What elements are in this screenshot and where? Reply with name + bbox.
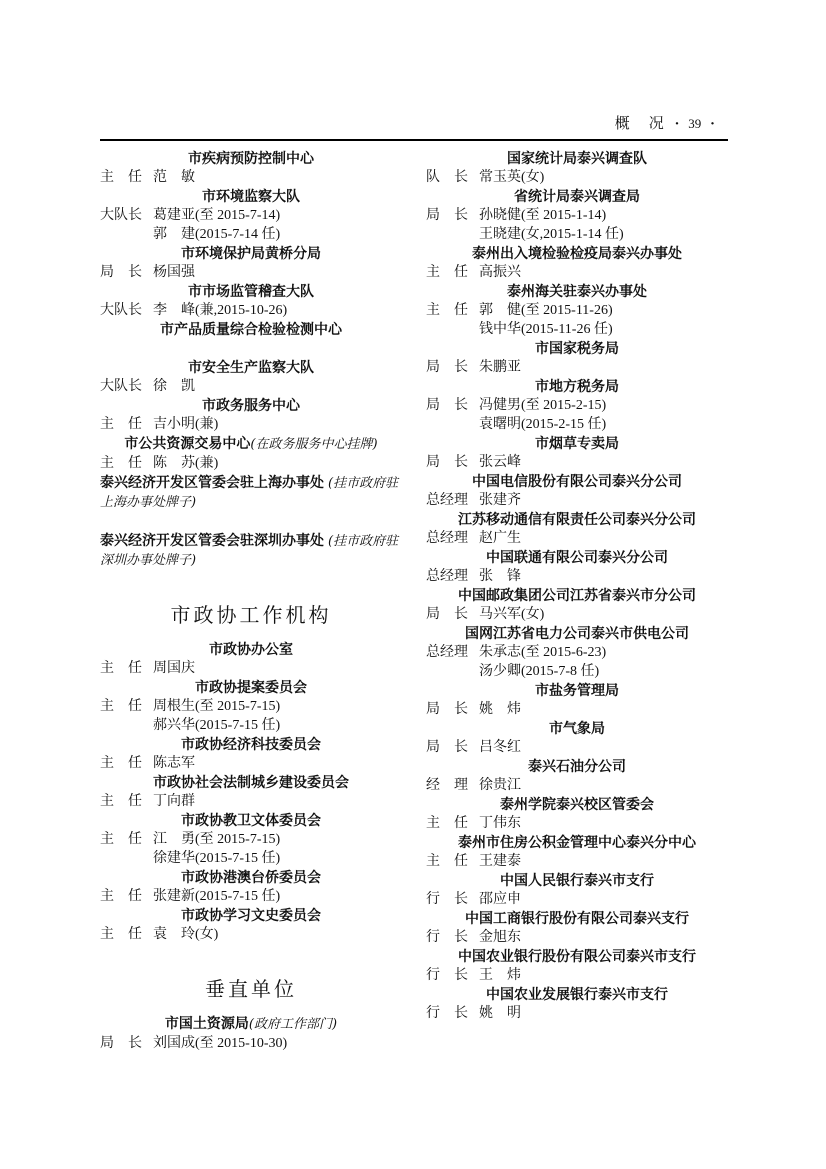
officer-name: 冯健男(至 2015-2-15) bbox=[479, 398, 607, 414]
org-title bbox=[426, 282, 728, 301]
org-title-text: 市政协港澳台侨委员会 bbox=[181, 869, 321, 886]
org-title-text: 市地方税务局 bbox=[535, 378, 619, 395]
officer-row bbox=[426, 928, 728, 947]
officer-row bbox=[100, 925, 402, 944]
officer-row bbox=[426, 605, 728, 624]
position-label: 总经理 bbox=[426, 493, 468, 509]
blank-line bbox=[100, 339, 402, 358]
page-header bbox=[100, 112, 728, 132]
org-title bbox=[100, 735, 402, 754]
org-title-text: 市烟草专卖局 bbox=[535, 435, 619, 452]
position-label: 主 任 bbox=[426, 816, 468, 832]
position-label: 局 长 bbox=[100, 265, 142, 281]
position-label: 主 任 bbox=[426, 854, 468, 870]
officer-name: 钱中华(2015-11-26 任) bbox=[479, 322, 613, 338]
org-title-text: 市国土资源局 bbox=[164, 1015, 249, 1032]
position-label: 主 任 bbox=[100, 832, 142, 848]
org-note: (挂市政府驻上海办事处牌子) bbox=[100, 476, 399, 511]
officer-row bbox=[426, 529, 728, 548]
org-title bbox=[426, 548, 728, 567]
org-title-text: 中国工商银行股份有限公司泰兴支行 bbox=[465, 910, 689, 927]
officer-name: 张 锋 bbox=[479, 569, 521, 585]
header-rule bbox=[100, 139, 728, 141]
officer-row bbox=[100, 830, 402, 849]
officer-name: 郭 健(至 2015-11-26) bbox=[479, 303, 613, 319]
columns-wrap bbox=[100, 149, 728, 1053]
officer-name: 王晓建(女,2015-1-14 任) bbox=[479, 227, 624, 243]
officer-name: 徐 凯 bbox=[153, 379, 195, 395]
page-number: 39 bbox=[688, 116, 702, 131]
officer-name: 赵广生 bbox=[479, 531, 521, 547]
officer-row bbox=[426, 263, 728, 282]
position-label: 主 任 bbox=[100, 794, 142, 810]
org-title bbox=[426, 472, 728, 491]
org-title-text: 市公共资源交易中心 bbox=[124, 435, 251, 452]
officer-row bbox=[100, 301, 402, 320]
org-title-wide bbox=[100, 473, 402, 512]
officer-name: 高振兴 bbox=[479, 265, 521, 281]
officer-name: 丁向群 bbox=[153, 794, 195, 810]
position-label: 主 任 bbox=[100, 927, 142, 943]
officer-row bbox=[426, 453, 728, 472]
officer-row bbox=[426, 738, 728, 757]
position-label: 局 长 bbox=[426, 455, 468, 471]
officer-name: 江 勇(至 2015-7-15) bbox=[153, 832, 281, 848]
org-note: (挂市政府驻深圳办事处牌子) bbox=[100, 534, 399, 569]
org-title-text: 江苏移动通信有限责任公司泰兴分公司 bbox=[458, 511, 696, 528]
officer-name: 朱鹏亚 bbox=[479, 360, 521, 376]
officer-name: 刘国成(至 2015-10-30) bbox=[153, 1036, 288, 1052]
officer-name: 朱承志(至 2015-6-23) bbox=[479, 645, 607, 661]
officer-name: 张建新(2015-7-15 任) bbox=[153, 889, 281, 905]
position-label: 局 长 bbox=[426, 398, 468, 414]
blank-line bbox=[100, 512, 402, 531]
header-dot-right: · bbox=[709, 116, 715, 132]
org-title-text: 中国邮政集团公司江苏省泰兴市分公司 bbox=[458, 587, 696, 604]
officer-row bbox=[426, 168, 728, 187]
section-heading: 市政协工作机构 bbox=[170, 603, 332, 628]
org-title-text: 中国联通有限公司泰兴分公司 bbox=[486, 549, 668, 566]
org-title bbox=[100, 868, 402, 887]
org-title bbox=[100, 244, 402, 263]
officer-name-continued bbox=[100, 716, 402, 735]
org-title bbox=[426, 795, 728, 814]
org-title-text: 市政协社会法制城乡建设委员会 bbox=[153, 774, 349, 791]
officer-row bbox=[426, 966, 728, 985]
position-label: 行 长 bbox=[426, 968, 468, 984]
org-title-text: 市环境监察大队 bbox=[202, 188, 300, 205]
officer-name: 姚 明 bbox=[479, 1006, 521, 1022]
officer-row bbox=[426, 358, 728, 377]
officer-name: 郝兴华(2015-7-15 任) bbox=[153, 718, 281, 734]
position-label: 局 长 bbox=[426, 607, 468, 623]
position-label: 主 任 bbox=[100, 699, 142, 715]
officer-name: 马兴军(女) bbox=[479, 607, 545, 623]
officer-row bbox=[426, 700, 728, 719]
position-label: 局 长 bbox=[426, 702, 468, 718]
org-title bbox=[426, 947, 728, 966]
org-title bbox=[100, 434, 402, 454]
org-title bbox=[426, 985, 728, 1004]
position-label: 总经理 bbox=[426, 531, 468, 547]
org-title-text: 市盐务管理局 bbox=[535, 682, 619, 699]
officer-name: 徐贵江 bbox=[479, 778, 521, 794]
officer-row bbox=[426, 301, 728, 320]
officer-name: 常玉英(女) bbox=[479, 170, 545, 186]
officer-name: 邵应申 bbox=[479, 892, 521, 908]
org-note: (政府工作部门) bbox=[248, 1017, 338, 1033]
org-title-text: 市政协教卫文体委员会 bbox=[181, 812, 321, 829]
officer-row bbox=[426, 890, 728, 909]
officer-name: 郭 建(2015-7-14 任) bbox=[153, 227, 281, 243]
org-title-text: 中国电信股份有限公司泰兴分公司 bbox=[472, 473, 682, 490]
blank-line bbox=[100, 944, 402, 963]
officer-name: 徐建华(2015-7-15 任) bbox=[153, 851, 281, 867]
org-title-text: 市国家税务局 bbox=[535, 340, 619, 357]
org-title-text: 市市场监管稽查大队 bbox=[188, 283, 314, 300]
position-label: 局 长 bbox=[426, 740, 468, 756]
section-heading: 垂直单位 bbox=[205, 977, 297, 1002]
officer-row bbox=[426, 1004, 728, 1023]
officer-name-continued bbox=[426, 662, 728, 681]
org-title-text: 泰州市住房公积金管理中心泰兴分中心 bbox=[458, 834, 696, 851]
position-label: 主 任 bbox=[100, 756, 142, 772]
org-title-text: 国家统计局泰兴调查队 bbox=[507, 150, 647, 167]
officer-name-continued bbox=[426, 225, 728, 244]
officer-name: 陈 苏(兼) bbox=[153, 456, 219, 472]
org-title bbox=[100, 282, 402, 301]
header-dot-left: · bbox=[674, 116, 680, 132]
officer-row bbox=[100, 206, 402, 225]
officer-row bbox=[100, 887, 402, 906]
org-title bbox=[426, 719, 728, 738]
officer-name: 袁曙明(2015-2-15 任) bbox=[479, 417, 607, 433]
org-title bbox=[100, 396, 402, 415]
org-title-text: 市气象局 bbox=[549, 720, 605, 737]
org-title-text: 泰州学院泰兴校区管委会 bbox=[500, 796, 654, 813]
position-label: 局 长 bbox=[426, 360, 468, 376]
section-title: 概 况 bbox=[614, 116, 666, 132]
officer-row bbox=[426, 643, 728, 662]
org-note: (在政务服务中心挂牌) bbox=[250, 437, 378, 453]
officer-row bbox=[426, 491, 728, 510]
officer-row bbox=[426, 776, 728, 795]
org-title bbox=[426, 833, 728, 852]
officer-row bbox=[100, 792, 402, 811]
org-title-text: 泰兴经济开发区管委会驻深圳办事处 bbox=[100, 532, 324, 549]
officer-name: 张建齐 bbox=[479, 493, 521, 509]
org-title-text: 市疾病预防控制中心 bbox=[188, 150, 314, 167]
officer-name: 陈志军 bbox=[153, 756, 195, 772]
officer-row bbox=[100, 1034, 402, 1053]
officer-name: 王建泰 bbox=[479, 854, 521, 870]
org-title-text: 国网江苏省电力公司泰兴市供电公司 bbox=[465, 625, 689, 642]
org-title bbox=[100, 773, 402, 792]
position-label: 主 任 bbox=[100, 417, 142, 433]
officer-row bbox=[100, 659, 402, 678]
position-label: 主 任 bbox=[100, 661, 142, 677]
org-title bbox=[426, 339, 728, 358]
org-title bbox=[426, 510, 728, 529]
column-left bbox=[100, 149, 402, 1053]
officer-name-continued bbox=[426, 415, 728, 434]
officer-name: 张云峰 bbox=[479, 455, 521, 471]
officer-row bbox=[100, 415, 402, 434]
officer-name: 吕冬红 bbox=[479, 740, 521, 756]
officer-row bbox=[426, 396, 728, 415]
org-title bbox=[100, 640, 402, 659]
position-label: 主 任 bbox=[426, 303, 468, 319]
officer-name: 姚 炜 bbox=[479, 702, 521, 718]
officer-row bbox=[100, 168, 402, 187]
org-title bbox=[426, 434, 728, 453]
page-content bbox=[100, 112, 728, 1053]
officer-row bbox=[100, 754, 402, 773]
blank-line bbox=[100, 570, 402, 589]
org-title-text: 泰兴经济开发区管委会驻上海办事处 bbox=[100, 474, 324, 491]
org-title-text: 市政协学习文史委员会 bbox=[181, 907, 321, 924]
officer-row bbox=[426, 814, 728, 833]
officer-row bbox=[426, 206, 728, 225]
org-title-wide bbox=[100, 531, 402, 570]
org-title-text: 中国农业银行股份有限公司泰兴市支行 bbox=[458, 948, 696, 965]
officer-name: 李 峰(兼,2015-10-26) bbox=[153, 303, 288, 319]
org-title bbox=[426, 757, 728, 776]
position-label: 主 任 bbox=[100, 889, 142, 905]
org-title-text: 泰兴石油分公司 bbox=[528, 758, 626, 775]
officer-name: 汤少卿(2015-7-8 任) bbox=[479, 664, 600, 680]
officer-row bbox=[100, 377, 402, 396]
officer-name-continued bbox=[100, 225, 402, 244]
officer-name: 周国庆 bbox=[153, 661, 195, 677]
org-title bbox=[100, 358, 402, 377]
officer-name-continued bbox=[100, 849, 402, 868]
position-label: 局 长 bbox=[426, 208, 468, 224]
org-title-text: 市政务服务中心 bbox=[202, 397, 300, 414]
officer-name-continued bbox=[426, 320, 728, 339]
officer-name: 袁 玲(女) bbox=[153, 927, 219, 943]
org-title bbox=[100, 1014, 402, 1034]
officer-row bbox=[426, 852, 728, 871]
org-title bbox=[426, 871, 728, 890]
officer-name: 周根生(至 2015-7-15) bbox=[153, 699, 281, 715]
position-label: 局 长 bbox=[100, 1036, 142, 1052]
officer-row bbox=[100, 263, 402, 282]
org-title-text: 市政协办公室 bbox=[209, 641, 293, 658]
officer-name: 范 敏 bbox=[153, 170, 195, 186]
org-title bbox=[426, 149, 728, 168]
position-label: 主 任 bbox=[100, 170, 142, 186]
position-label: 行 长 bbox=[426, 892, 468, 908]
officer-name: 孙晓健(至 2015-1-14) bbox=[479, 208, 607, 224]
org-title-text: 市政协经济科技委员会 bbox=[181, 736, 321, 753]
org-title bbox=[426, 377, 728, 396]
position-label: 大队长 bbox=[100, 303, 142, 319]
org-title bbox=[100, 811, 402, 830]
org-title bbox=[426, 244, 728, 263]
officer-name: 杨国强 bbox=[153, 265, 195, 281]
org-title bbox=[100, 320, 402, 339]
org-title bbox=[426, 624, 728, 643]
position-label: 主 任 bbox=[100, 456, 142, 472]
position-label: 大队长 bbox=[100, 379, 142, 395]
org-title-text: 市产品质量综合检验检测中心 bbox=[160, 321, 342, 338]
org-title-text: 省统计局泰兴调查局 bbox=[514, 188, 640, 205]
officer-name: 吉小明(兼) bbox=[153, 417, 219, 433]
position-label: 主 任 bbox=[426, 265, 468, 281]
officer-row bbox=[100, 697, 402, 716]
officer-name: 丁伟东 bbox=[479, 816, 521, 832]
org-title-text: 中国人民银行泰兴市支行 bbox=[500, 872, 654, 889]
position-label: 行 长 bbox=[426, 1006, 468, 1022]
org-title bbox=[426, 909, 728, 928]
position-label: 大队长 bbox=[100, 208, 142, 224]
position-label: 总经理 bbox=[426, 569, 468, 585]
officer-name: 王 炜 bbox=[479, 968, 521, 984]
org-title-text: 泰州海关驻泰兴办事处 bbox=[507, 283, 647, 300]
org-title bbox=[426, 187, 728, 206]
position-label: 行 长 bbox=[426, 930, 468, 946]
officer-row bbox=[426, 567, 728, 586]
position-label: 总经理 bbox=[426, 645, 468, 661]
officer-row bbox=[100, 454, 402, 473]
org-title bbox=[100, 149, 402, 168]
org-title bbox=[100, 906, 402, 925]
officer-name: 葛建亚(至 2015-7-14) bbox=[153, 208, 281, 224]
org-title-text: 中国农业发展银行泰兴市支行 bbox=[486, 986, 668, 1003]
column-right bbox=[426, 149, 728, 1053]
org-title bbox=[426, 681, 728, 700]
org-title-text: 市安全生产监察大队 bbox=[188, 359, 314, 376]
org-title bbox=[100, 187, 402, 206]
org-title-text: 市政协提案委员会 bbox=[195, 679, 307, 696]
org-title-text: 市环境保护局黄桥分局 bbox=[181, 245, 321, 262]
org-title-text: 泰州出入境检验检疫局泰兴办事处 bbox=[472, 245, 682, 262]
position-label: 经 理 bbox=[426, 778, 468, 794]
position-label: 队 长 bbox=[426, 170, 468, 186]
org-title bbox=[100, 678, 402, 697]
officer-name: 金旭东 bbox=[479, 930, 521, 946]
org-title bbox=[426, 586, 728, 605]
